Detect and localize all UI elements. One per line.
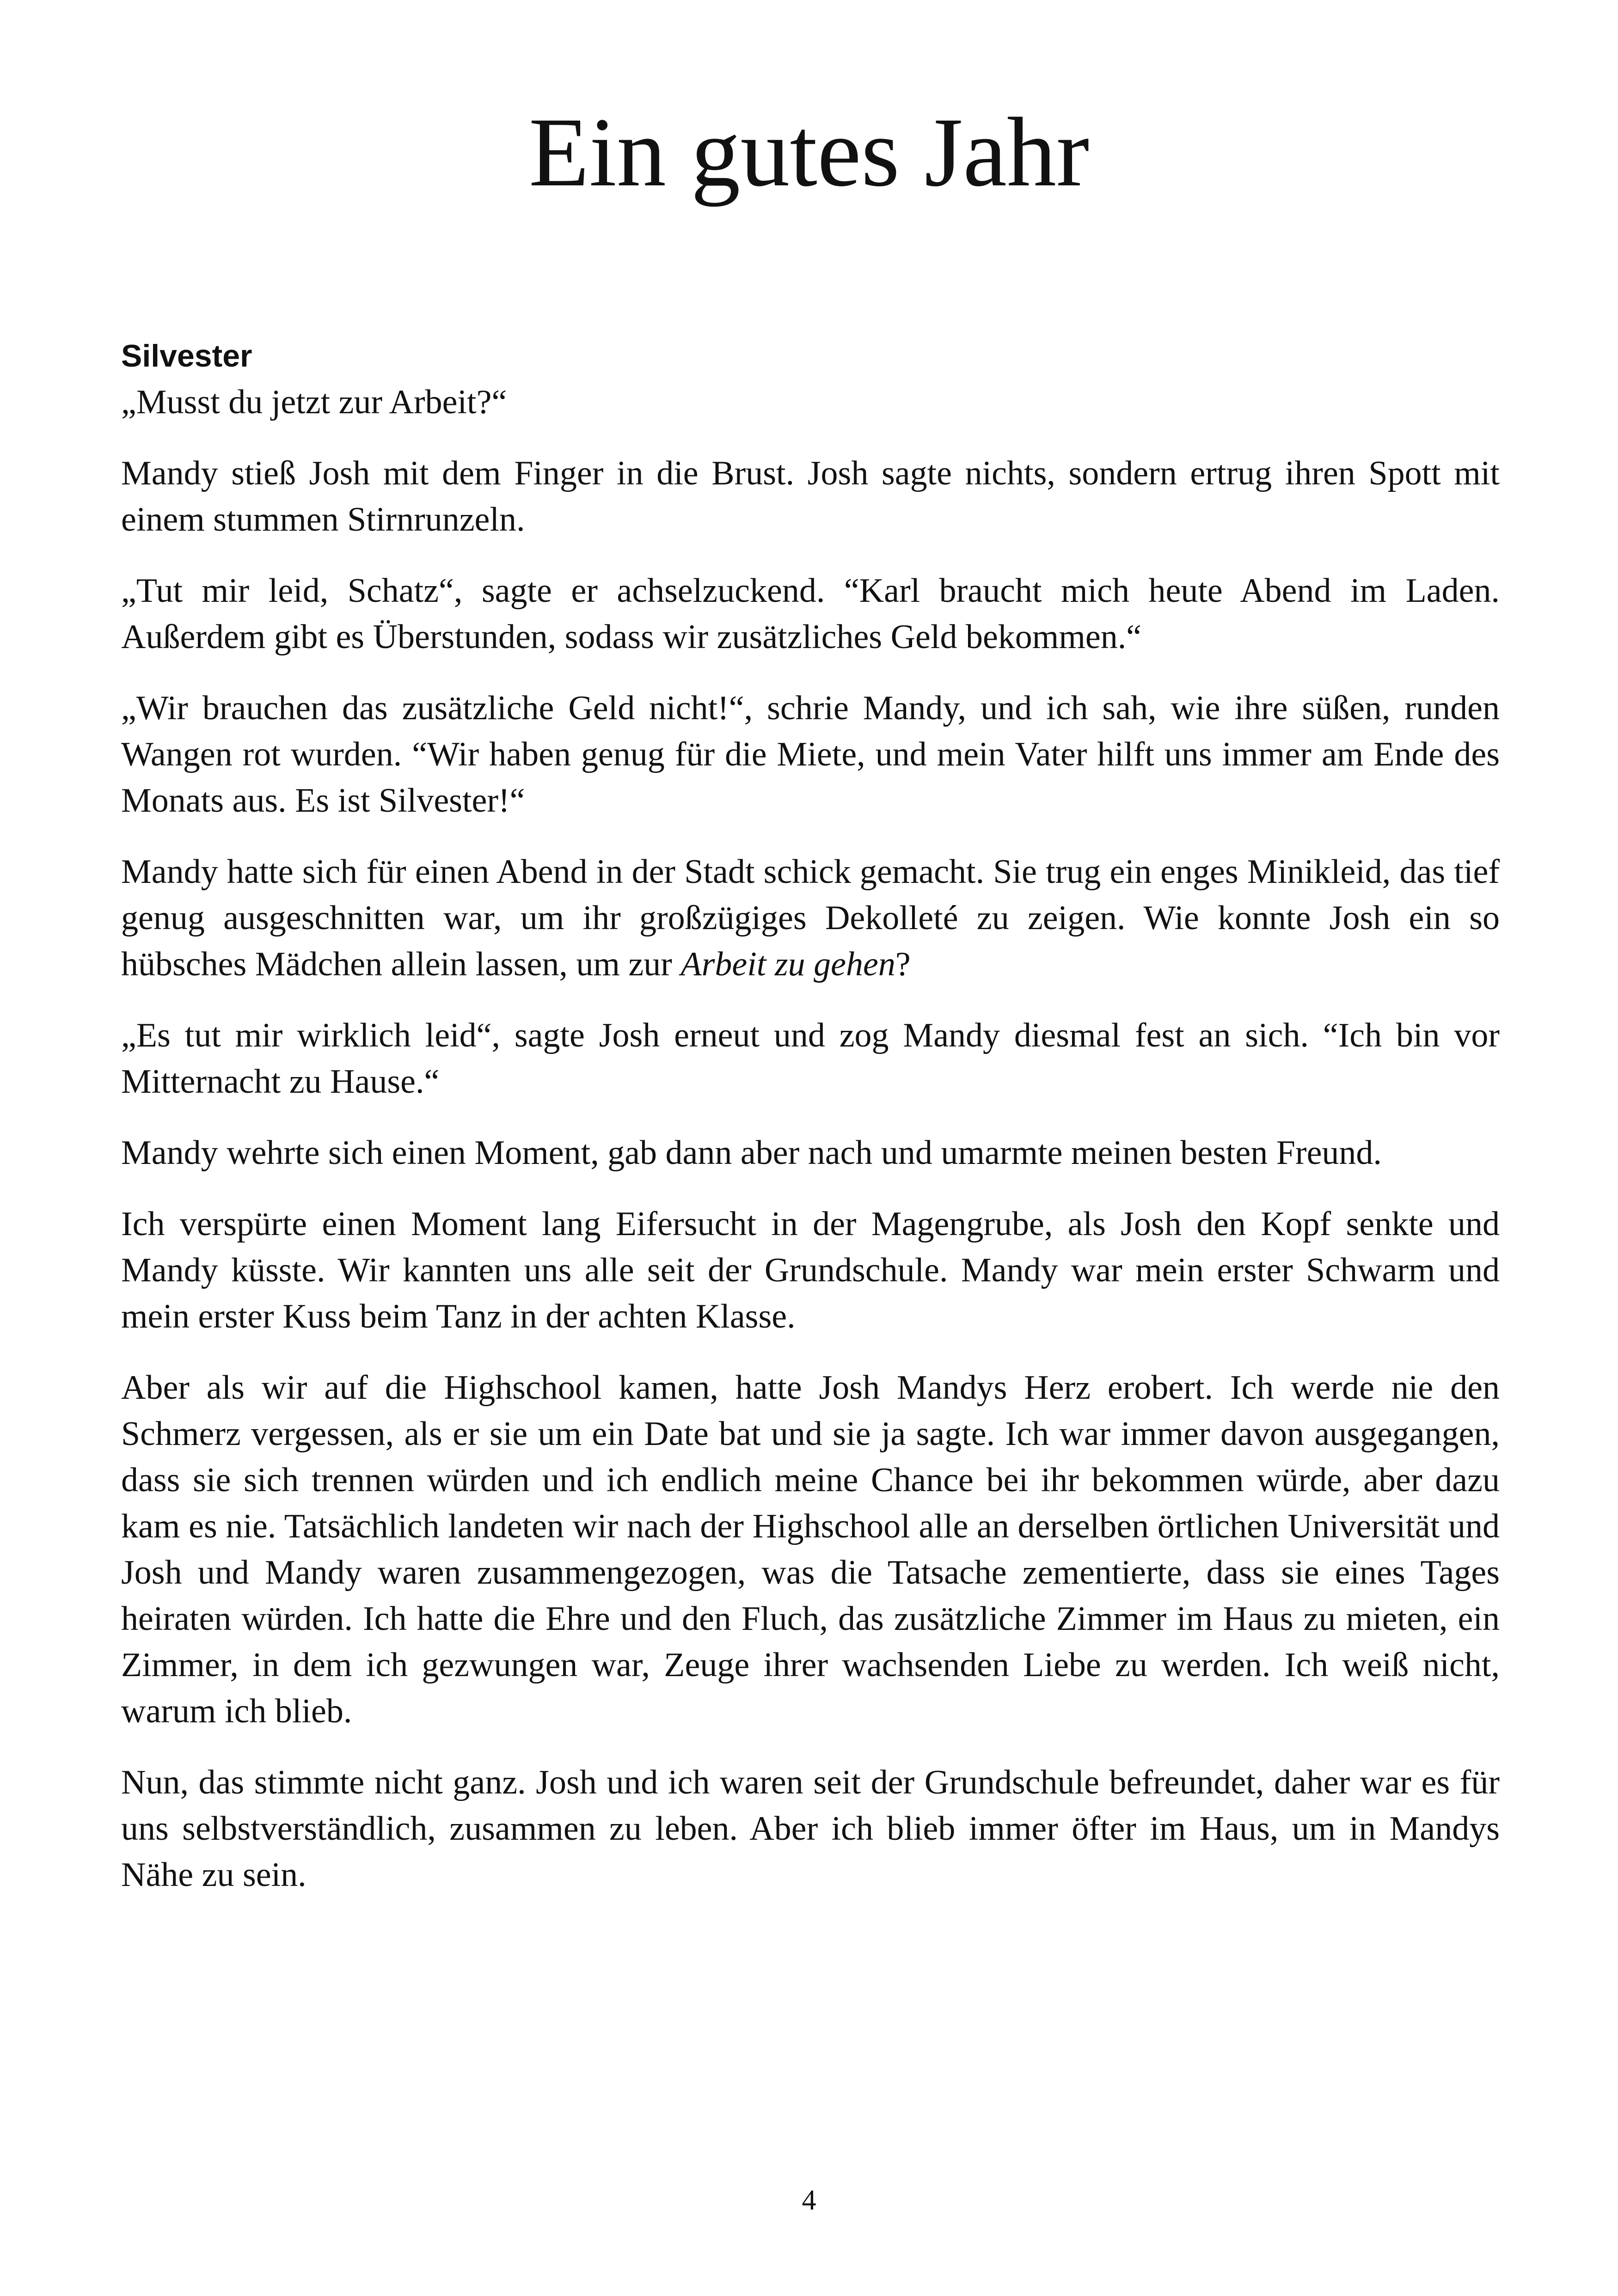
paragraph <box>121 1201 1500 1340</box>
section-heading: Silvester <box>121 338 252 373</box>
paragraph-text: „Wir brauchen das zusätzliche Geld nicht!“, schrie Mandy, und ich sah, wie ihre süßen, runden Wangen rot wurden. “Wir haben genug für die Miete, und mein Vater hilft uns immer am Ende des Monats aus. Es ist Silvester!“ <box>121 689 1500 820</box>
paragraph <box>121 379 1500 425</box>
paragraph <box>121 685 1500 824</box>
paragraph-text: „Es tut mir wirklich leid“, sagte Josh erneut und zog Mandy diesmal fest an sich. “Ich bin vor Mitternacht zu Hause.“ <box>121 1016 1500 1101</box>
paragraph <box>121 1759 1500 1898</box>
paragraph-text: „Tut mir leid, Schatz“, sagte er achselzuckend. “Karl braucht mich heute Abend im Laden. Außerdem gibt es Überstunden, sodass wir zusätzliches Geld bekommen.“ <box>121 572 1500 656</box>
paragraph <box>121 1130 1500 1176</box>
paragraph-text: Aber als wir auf die Highschool kamen, hatte Josh Mandys Herz erobert. Ich werde nie den Schmerz vergessen, als er sie um ein Date bat und sie ja sagte. Ich war immer davon ausgegangen, dass sie sich trennen würden und ich endlich meine Chance bei ihr bekommen würde, aber dazu kam es nie. Tatsächlich landeten wir nach der Highschool alle an derselben örtlichen Universität und Josh und Mandy waren zusammengezogen, was die Tatsache zementierte, dass sie eines Tages heiraten würden. Ich hatte die Ehre und den Fluch, das zusätzliche Zimmer im Haus zu mieten, ein Zimmer, in dem ich gezwungen war, Zeuge ihrer wachsenden Liebe zu werden. Ich weiß nicht, warum ich blieb. <box>121 1369 1500 1730</box>
page-title: Ein gutes Jahr <box>528 98 1090 207</box>
paragraph-text: Mandy hatte sich für einen Abend in der Stadt schick gemacht. Sie trug ein enges Minikleid, das tief genug ausgeschnitten war, um ihr großzügiges Dekolleté zu zeigen. Wie konnte Josh ein so hübsches Mädchen allein lassen, um zur <box>121 853 1500 983</box>
paragraph-text: Ich verspürte einen Moment lang Eifersucht in der Magengrube, als Josh den Kopf senkte und Mandy küsste. Wir kannten uns alle seit der Grundschule. Mandy war mein erster Schwarm und mein erster Kuss beim Tanz in der achten Klasse. <box>121 1205 1500 1335</box>
page-number: 4 <box>802 2185 816 2216</box>
paragraph <box>121 1012 1500 1105</box>
paragraph-text: „Musst du jetzt zur Arbeit?“ <box>121 383 507 421</box>
chapter-body <box>121 333 1500 1923</box>
paragraph <box>121 849 1500 987</box>
paragraph-text: ? <box>895 945 911 983</box>
paragraph-text: Mandy stieß Josh mit dem Finger in die Brust. Josh sagte nichts, sondern ertrug ihren Spott mit einem stummen Stirnrunzeln. <box>121 454 1500 539</box>
emphasized-text: Arbeit zu gehen <box>680 945 895 983</box>
paragraph-text: Mandy wehrte sich einen Moment, gab dann aber nach und umarmte meinen besten Freund. <box>121 1134 1382 1172</box>
paragraph <box>121 450 1500 543</box>
paragraph-text: Nun, das stimmte nicht ganz. Josh und ich waren seit der Grundschule befreundet, daher war es für uns selbstverständlich, zusammen zu leben. Aber ich blieb immer öfter im Haus, um in Mandys Nähe zu sein. <box>121 1763 1500 1894</box>
paragraph-list <box>121 379 1500 1898</box>
paragraph <box>121 1365 1500 1734</box>
paragraph <box>121 568 1500 660</box>
